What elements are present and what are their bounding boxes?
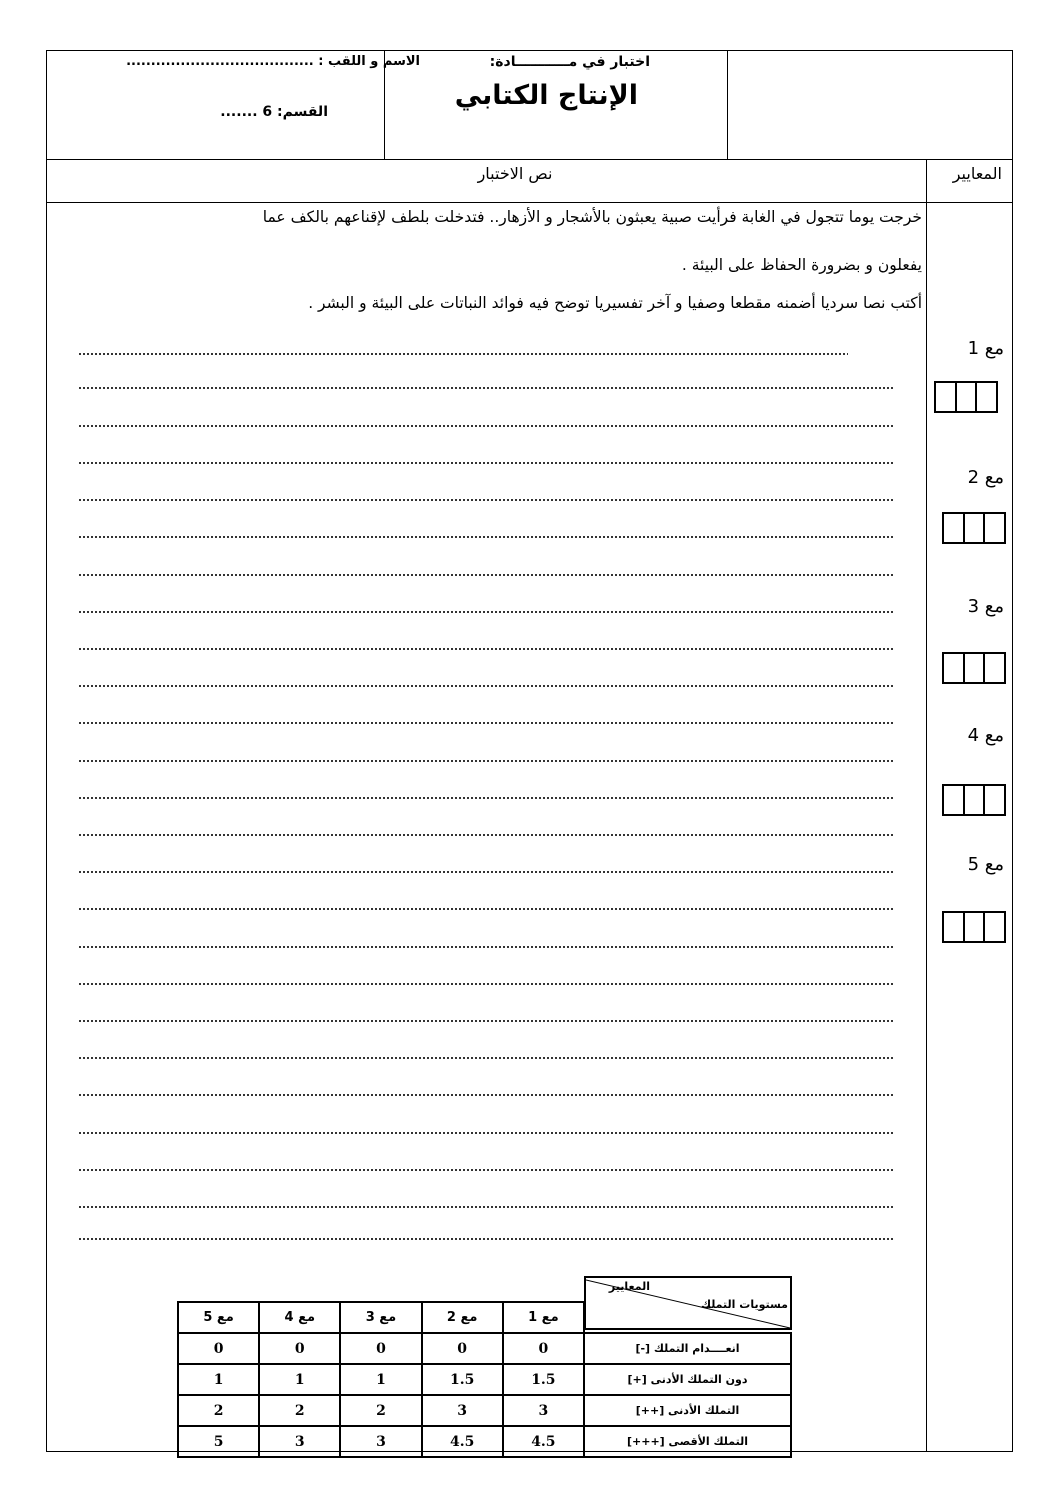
criterion-score-box-2[interactable] xyxy=(942,512,1006,544)
grading-cell: 1 xyxy=(340,1364,421,1395)
grading-cell: 2 xyxy=(340,1395,421,1426)
name-dots: ...................................... xyxy=(126,54,314,69)
grading-col-header: مع 4 xyxy=(259,1302,340,1333)
criteria-column-divider xyxy=(926,159,927,1452)
grading-level-label: دون التملك الأدنى [+] xyxy=(584,1364,791,1395)
header-divider-right xyxy=(727,50,728,159)
prompt-line-3: أكتب نصا سرديا أضمنه مقطعا وصفيا و آخر تفسيريا توضح فيه فوائد النباتات على البيئة و البشر . xyxy=(308,294,922,312)
writing-line[interactable] xyxy=(78,870,895,874)
grading-cell: 4.5 xyxy=(503,1426,584,1457)
writing-line[interactable] xyxy=(78,759,895,763)
writing-line[interactable] xyxy=(78,1205,895,1209)
grading-level-label: انعــــدام التملك [-] xyxy=(584,1333,791,1364)
class-label: القسم: xyxy=(277,104,328,120)
grading-cell: 1.5 xyxy=(503,1364,584,1395)
writing-line[interactable] xyxy=(78,424,895,428)
grading-col-header: مع 1 xyxy=(503,1302,584,1333)
grading-cell: 3 xyxy=(503,1395,584,1426)
grading-cell: 2 xyxy=(259,1395,340,1426)
criterion-score-box-4[interactable] xyxy=(942,784,1006,816)
student-name-field xyxy=(126,54,420,69)
criterion-label-5: مع 5 xyxy=(967,854,1004,875)
writing-line[interactable] xyxy=(78,684,895,688)
criteria-heading: المعايير xyxy=(952,164,1002,183)
class-value: 6 ....... xyxy=(220,104,273,120)
grading-level-label: التملك الأقصى [+++] xyxy=(584,1426,791,1457)
grading-cell: 3 xyxy=(259,1426,340,1457)
writing-line[interactable] xyxy=(78,1131,895,1135)
criterion-score-box-3[interactable] xyxy=(942,652,1006,684)
grading-cell: 1 xyxy=(259,1364,340,1395)
grading-table xyxy=(177,1301,792,1458)
writing-line[interactable] xyxy=(78,1056,895,1060)
writing-line[interactable] xyxy=(78,945,895,949)
grading-row xyxy=(178,1333,791,1364)
writing-line[interactable] xyxy=(78,1168,895,1172)
writing-line[interactable] xyxy=(78,610,895,614)
writing-line[interactable] xyxy=(78,647,895,651)
criterion-score-box-5[interactable] xyxy=(942,911,1006,943)
subject-label: اختبار في مـــــــــــادة: xyxy=(489,54,650,70)
grading-cell: 2 xyxy=(178,1395,259,1426)
grading-col-header: مع 2 xyxy=(422,1302,503,1333)
labels-bottom-rule xyxy=(46,202,1013,203)
grading-row xyxy=(178,1426,791,1457)
grading-corner-spacer xyxy=(584,1302,791,1333)
grading-row xyxy=(178,1364,791,1395)
grading-cell: 5 xyxy=(178,1426,259,1457)
header-bottom-rule xyxy=(46,159,1013,160)
grading-header-row xyxy=(178,1302,791,1333)
test-text-heading: نص الاختبار xyxy=(477,164,553,183)
grading-cell: 3 xyxy=(422,1395,503,1426)
writing-line[interactable] xyxy=(78,833,895,837)
writing-line[interactable] xyxy=(78,498,895,502)
writing-line[interactable] xyxy=(78,721,895,725)
subject-title: الإنتاج الكتابي xyxy=(454,80,638,111)
grading-row xyxy=(178,1395,791,1426)
corner-levels-label: مستويات التملك xyxy=(700,1298,788,1311)
grading-cell: 1 xyxy=(178,1364,259,1395)
writing-line[interactable] xyxy=(78,386,895,390)
criterion-label-4: مع 4 xyxy=(967,725,1004,746)
criterion-label-1: مع 1 xyxy=(967,338,1004,359)
grading-cell: 0 xyxy=(422,1333,503,1364)
writing-line[interactable] xyxy=(78,573,895,577)
class-field xyxy=(220,104,328,120)
corner-criteria-label: المعايير xyxy=(608,1280,650,1293)
prompt-line-2: يفعلون و بضرورة الحفاظ على البيئة . xyxy=(681,256,922,274)
writing-line[interactable] xyxy=(78,535,895,539)
writing-line[interactable] xyxy=(78,352,848,356)
grading-cell: 3 xyxy=(340,1426,421,1457)
grading-cell: 0 xyxy=(178,1333,259,1364)
prompt-line-1: خرجت يوما تتجول في الغابة فرأيت صبية يعبثون بالأشجار و الأزهار.. فتدخلت بلطف لإقناعهم بالكف عما xyxy=(262,208,922,226)
grading-col-header: مع 5 xyxy=(178,1302,259,1333)
writing-line[interactable] xyxy=(78,461,895,465)
grading-cell: 1.5 xyxy=(422,1364,503,1395)
writing-line[interactable] xyxy=(78,1237,895,1241)
grading-cell: 0 xyxy=(503,1333,584,1364)
writing-line[interactable] xyxy=(78,1019,895,1023)
grading-cell: 0 xyxy=(340,1333,421,1364)
writing-line[interactable] xyxy=(78,796,895,800)
grading-level-label: التملك الأدنى [++] xyxy=(584,1395,791,1426)
writing-line[interactable] xyxy=(78,907,895,911)
grading-col-header: مع 3 xyxy=(340,1302,421,1333)
name-label: الاسم و اللقب : xyxy=(318,54,420,69)
criterion-label-2: مع 2 xyxy=(967,467,1004,488)
writing-line[interactable] xyxy=(78,982,895,986)
grading-cell: 0 xyxy=(259,1333,340,1364)
writing-line[interactable] xyxy=(78,1093,895,1097)
criterion-label-3: مع 3 xyxy=(967,596,1004,617)
criterion-score-box-1[interactable] xyxy=(934,381,998,413)
grading-cell: 4.5 xyxy=(422,1426,503,1457)
